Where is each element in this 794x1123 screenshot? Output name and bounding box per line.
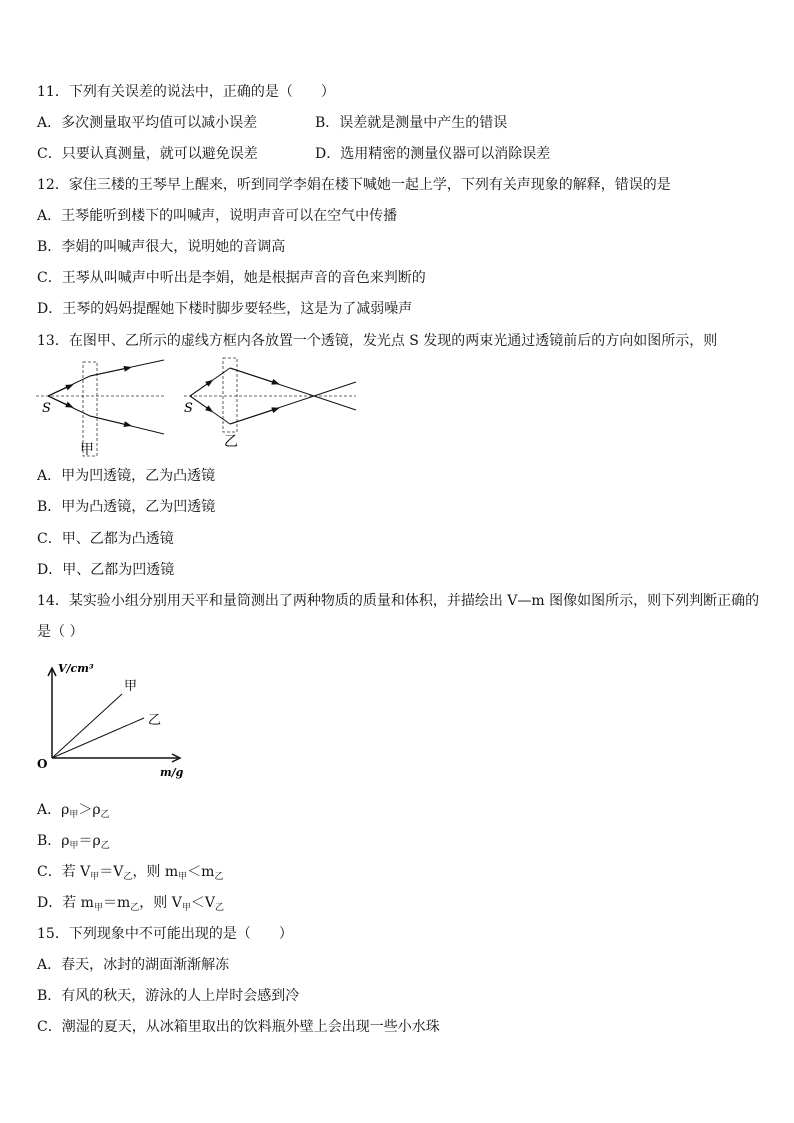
text: A．ρ: [37, 802, 70, 818]
lens-figure-right: [184, 358, 356, 450]
lens-figure-left: [36, 360, 166, 458]
figure-label-left: 甲: [80, 442, 94, 458]
q11-option-d: D．选用精密的测量仪器可以消除误差: [315, 146, 551, 162]
q15-option-b: B．有风的秋天，游泳的人上岸时会感到冷: [37, 988, 300, 1004]
q12-option-b: B．李娟的叫喊声很大，说明她的音调高: [37, 239, 286, 255]
text: ＝ρ: [78, 833, 101, 849]
q11-option-b: B．误差就是测量中产生的错误: [315, 115, 508, 131]
figure-label-right: 乙: [224, 434, 238, 450]
line-jia-label: 甲: [124, 679, 138, 694]
q12-stem: 12．家住三楼的王琴早上醒来，听到同学李娟在楼下喊她一起上学，下列有关声现象的解释，错误的是: [37, 177, 671, 193]
line-yi-label: 乙: [148, 713, 162, 728]
q14-stem-line2: 是（ ）: [37, 624, 84, 640]
q13-stem: 13．在图甲、乙所示的虚线方框内各放置一个透镜，发光点 S 发现的两束光通过透镜前后的方向如图所示，则: [37, 333, 718, 349]
subscript: 甲: [93, 903, 103, 913]
source-label-left: S: [42, 401, 51, 416]
q12-option-d: D．王琴的妈妈提醒她下楼时脚步要轻些，这是为了减弱噪声: [37, 301, 413, 317]
subscript: 甲: [69, 841, 79, 851]
ray-lower-arrow: [190, 396, 210, 410]
subscript: 乙: [214, 872, 224, 882]
y-axis-label: V/cm³: [58, 662, 94, 675]
ray-lower-arrow: [48, 396, 70, 406]
x-axis-label: m/g: [160, 766, 184, 779]
q15-option-a: A．春天，冰封的湖面渐渐解冻: [37, 957, 230, 973]
subscript: 甲: [90, 872, 100, 882]
text: B．ρ: [37, 833, 70, 849]
origin-label: O: [37, 757, 48, 771]
text: ＜V: [190, 895, 215, 911]
q14-option-b: [37, 832, 110, 855]
q11-stem: 11．下列有关误差的说法中，正确的是（ ）: [37, 84, 335, 100]
q12-option-a: A．王琴能听到楼下的叫喊声，说明声音可以在空气中传播: [37, 208, 398, 224]
q14-option-c: [37, 863, 223, 886]
line-yi: [52, 718, 144, 758]
q14-option-a: [37, 801, 110, 824]
text: C．若 V: [37, 864, 91, 880]
subscript: 乙: [130, 903, 140, 913]
q11-option-c: C．只要认真测量，就可以避免误差: [37, 146, 258, 162]
vm-graph: [32, 654, 192, 780]
subscript: 甲: [178, 872, 188, 882]
text: ，则 m: [132, 864, 179, 880]
q12-option-c: C．王琴从叫喊声中听出是李娟，她是根据声音的音色来判断的: [37, 270, 426, 286]
line-jia: [52, 694, 122, 758]
subscript: 甲: [181, 903, 191, 913]
subscript: 甲: [69, 810, 79, 820]
q13-option-b: B．甲为凸透镜，乙为凹透镜: [37, 499, 216, 515]
subscript: 乙: [100, 841, 110, 851]
q14-option-d: [37, 894, 224, 917]
text: D．若 m: [37, 895, 94, 911]
ray-upper-out-arrow: [90, 368, 128, 376]
ray-upper-arrow: [190, 382, 210, 396]
subscript: 乙: [100, 810, 110, 820]
ray-lower-out-arrow: [90, 416, 128, 425]
subscript: 乙: [214, 903, 224, 913]
q13-option-d: D．甲、乙都为凹透镜: [37, 562, 175, 578]
text: ＞ρ: [78, 802, 101, 818]
text: ＝V: [99, 864, 124, 880]
ray-upper-arrow: [48, 386, 70, 396]
q15-stem: 15．下列现象中不可能出现的是（ ）: [37, 926, 293, 942]
source-label-right: S: [184, 401, 193, 416]
lens-figure: [36, 356, 366, 460]
q15-option-c: C．潮湿的夏天，从冰箱里取出的饮料瓶外壁上会出现一些小水珠: [37, 1019, 440, 1035]
q11-option-a: A．多次测量取平均值可以减小误差: [37, 115, 258, 131]
q14-stem-line1: 14．某实验小组分别用天平和量筒测出了两种物质的质量和体积，并描绘出 V—m 图像如图所示，则下列判断正确的: [37, 593, 760, 609]
text: ，则 V: [139, 895, 182, 911]
q13-option-c: C．甲、乙都为凸透镜: [37, 531, 174, 547]
q13-option-a: A．甲为凹透镜，乙为凸透镜: [37, 468, 216, 484]
text: ＝m: [102, 895, 131, 911]
subscript: 乙: [123, 872, 133, 882]
text: ＜m: [187, 864, 215, 880]
